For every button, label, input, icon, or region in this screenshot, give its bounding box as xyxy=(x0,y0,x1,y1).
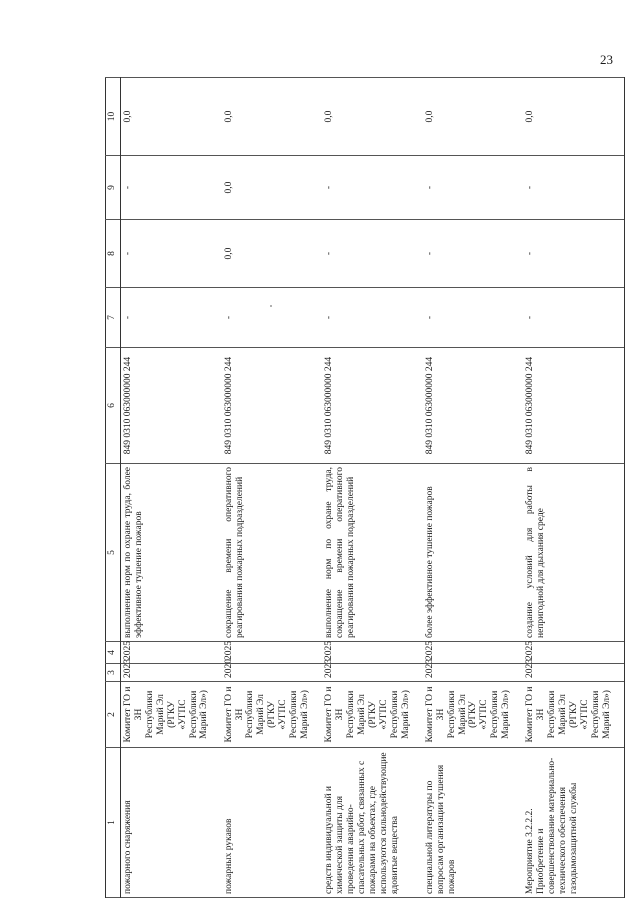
cell-col7: - xyxy=(423,288,524,348)
cell-col9: - xyxy=(523,156,624,220)
cell-col7: - xyxy=(523,288,624,348)
cell-budget-code: 849 0310 063000000 244 xyxy=(121,348,222,464)
cell-end-year: 2025 xyxy=(523,642,624,664)
cell-col10: 0,0 xyxy=(322,78,423,156)
cell-start-year: 2023 xyxy=(121,664,222,682)
cell-col10: 0,0 xyxy=(121,78,222,156)
rotated-table-container xyxy=(105,78,625,898)
table-row xyxy=(121,78,222,898)
col-header-8: 8 xyxy=(106,220,121,288)
cell-col9: 0,0 xyxy=(222,156,323,220)
col-header-10: 10 xyxy=(106,78,121,156)
cell-budget-code: 849 0310 063000000 244 xyxy=(523,348,624,464)
table-row xyxy=(222,78,323,898)
header-row xyxy=(106,78,121,898)
cell-executor: Комитет ГО и ЗН Республики Марий Эл (РГКУ «УГПС Республики Марий Эл») xyxy=(523,682,624,748)
cell-col8: - xyxy=(423,220,524,288)
table-row xyxy=(423,78,524,898)
cell-result: более эффективное тушение пожаров xyxy=(423,464,524,642)
cell-end-year: 2025 xyxy=(121,642,222,664)
cell-col8: - xyxy=(121,220,222,288)
col-header-2: 2 xyxy=(106,682,121,748)
cell-col10: 0,0 xyxy=(423,78,524,156)
cell-start-year: 2023 xyxy=(322,664,423,682)
col-header-6: 6 xyxy=(106,348,121,464)
cell-result: создание условий для работы в непригодной для дыхания среде xyxy=(523,464,624,642)
cell-col9: - xyxy=(121,156,222,220)
cell-executor: Комитет ГО и ЗН Республики Марий Эл (РГКУ «УГПС Республики Марий Эл») xyxy=(222,682,323,748)
cell-col10: 0,0 xyxy=(523,78,624,156)
cell-measure: средств индивидуальной и химической защиты для проведения аварийно-спасательных работ, связанных с пожарами на объектах, где используются сильнодействующие ядовитые вещества xyxy=(322,748,423,898)
cell-end-year: 2025 xyxy=(423,642,524,664)
cell-col8: - xyxy=(322,220,423,288)
cell-col10: 0,0 xyxy=(222,78,323,156)
cell-budget-code: 849 0310 063000000 244 xyxy=(322,348,423,464)
cell-col8: - xyxy=(523,220,624,288)
cell-col7: - xyxy=(222,288,323,348)
cell-executor: Комитет ГО и ЗН Республики Марий Эл (РГКУ «УГПС Республики Марий Эл») xyxy=(322,682,423,748)
cell-end-year: 2025 xyxy=(222,642,323,664)
table-row xyxy=(322,78,423,898)
col-header-7: 7 xyxy=(106,288,121,348)
col-header-5: 5 xyxy=(106,464,121,642)
cell-start-year: 2020 xyxy=(222,664,323,682)
cell-col7: - xyxy=(121,288,222,348)
cell-col7: - xyxy=(322,288,423,348)
cell-budget-code: 849 0310 063000000 244 xyxy=(423,348,524,464)
cell-result: выполнение норм по охране труда, более эффективное тушение пожаров xyxy=(121,464,222,642)
cell-col9: - xyxy=(322,156,423,220)
cell-measure: специальной литературы по вопросам организации тушения пожаров xyxy=(423,748,524,898)
cell-measure: пожарного снаряжения xyxy=(121,748,222,898)
cell-end-year: 2025 xyxy=(322,642,423,664)
col-header-3: 3 xyxy=(106,664,121,682)
program-measures-table xyxy=(105,77,625,898)
cell-measure: Мероприятие 3.2.2.2. Приобретение и совершенствование материально-технического обеспечения газодымозащитной службы xyxy=(523,748,624,898)
cell-start-year: 2023 xyxy=(423,664,524,682)
cell-budget-code: 849 0310 063000000 244 xyxy=(222,348,323,464)
col-header-9: 9 xyxy=(106,156,121,220)
col-header-4: 4 xyxy=(106,642,121,664)
cell-result: выполнение норм по охране труда, сокращение времени оперативного реагирования пожарных подразделений xyxy=(322,464,423,642)
cell-result: сокращение времени оперативного реагирования пожарных подразделений xyxy=(222,464,323,642)
cell-measure: пожарных рукавов xyxy=(222,748,323,898)
cell-executor: Комитет ГО и ЗН Республики Марий Эл (РГКУ «УГПС Республики Марий Эл») xyxy=(423,682,524,748)
cell-col9: - xyxy=(423,156,524,220)
page-number: 23 xyxy=(600,52,613,67)
cell-start-year: 2023 xyxy=(523,664,624,682)
cell-col8: 0,0 xyxy=(222,220,323,288)
table-row xyxy=(523,78,624,898)
col-header-1: 1 xyxy=(106,748,121,898)
cell-executor: Комитет ГО и ЗН Республики Марий Эл (РГКУ «УГПС Республики Марий Эл») xyxy=(121,682,222,748)
